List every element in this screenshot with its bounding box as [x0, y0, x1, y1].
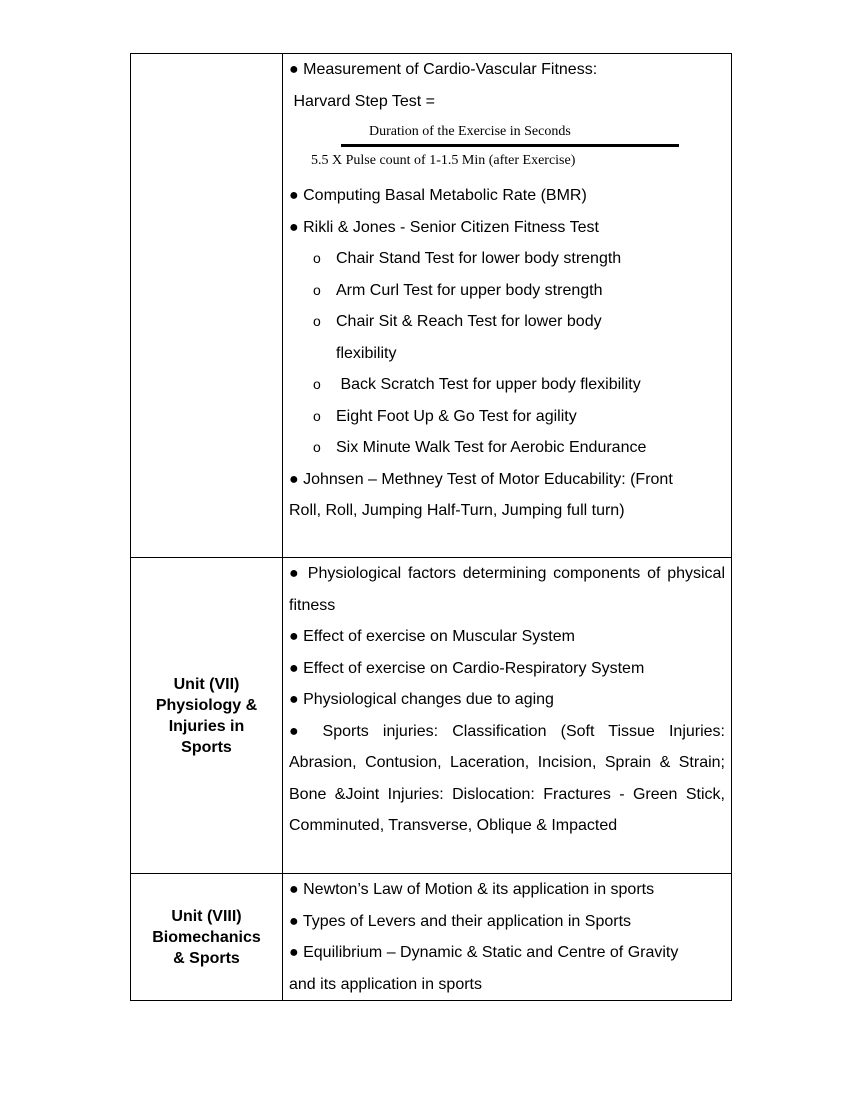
harvard-step-test-line: Harvard Step Test =: [289, 92, 435, 110]
content-cell-fitness-tests: [283, 54, 732, 558]
sub-bullet-icon: o: [313, 439, 321, 455]
unit-cell-empty: [131, 54, 283, 558]
unit-subtitle: Physiology &: [155, 696, 258, 714]
formula-numerator: Duration of the Exercise in Seconds: [369, 124, 571, 139]
sub-item-label: Back Scratch Test for upper body flexibility: [336, 376, 641, 393]
sub-bullet-icon: o: [313, 376, 321, 392]
fraction-bar: [341, 144, 679, 147]
equilibrium-line: ● Equilibrium – Dynamic & Static and Centre of Gravity and its application in sports: [289, 944, 679, 993]
sub-bullet-icon: o: [313, 407, 321, 424]
sub-item-eight-foot: [289, 401, 725, 433]
sub-item-back-scratch: [289, 369, 725, 401]
sub-item-arm-curl: [289, 275, 725, 307]
cardio-respiratory-line: ● Effect of exercise on Cardio-Respiratory System: [289, 659, 645, 677]
muscular-line: ● Effect of exercise on Muscular System: [289, 628, 575, 645]
unit-cell-vii: [131, 558, 283, 874]
sub-item-label: Chair Sit & Reach Test for lower body flexibility: [336, 313, 602, 362]
unit-title: Unit (VII): [173, 675, 240, 693]
sub-bullet-icon: o: [313, 281, 321, 298]
sub-item-label: Chair Stand Test for lower body strength: [336, 250, 622, 267]
unit-cell-viii: [131, 874, 283, 1001]
sub-bullet-icon: o: [313, 250, 321, 266]
aging-line: ● Physiological changes due to aging: [289, 691, 554, 708]
newton-line: ● Newton’s Law of Motion & its application in sports: [289, 881, 655, 898]
sub-item-label: Arm Curl Test for upper body strength: [336, 281, 603, 299]
unit-subtitle: Biomechanics: [152, 928, 261, 946]
table-row: [131, 874, 732, 1001]
physio-factors-line: ● Physiological factors determining components of physical fitness: [289, 565, 725, 614]
table-row: [131, 558, 732, 874]
sub-item-label: Eight Foot Up & Go Test for agility: [336, 407, 577, 425]
harvard-formula: [289, 117, 725, 180]
content-cell-physiology: [283, 558, 732, 874]
sub-item-chair-stand: [289, 243, 725, 275]
unit-subtitle: & Sports: [173, 949, 240, 967]
bmr-line: ● Computing Basal Metabolic Rate (BMR): [289, 187, 587, 204]
levers-line: ● Types of Levers and their application in Sports: [289, 912, 632, 930]
sub-item-chair-sit-reach: [289, 306, 656, 369]
unit-subtitle: Sports: [181, 738, 232, 756]
sub-item-six-minute: [289, 432, 725, 464]
content-cell-biomechanics: [283, 874, 732, 1001]
table-row: [131, 54, 732, 558]
sports-injuries-line: ● Sports injuries: Classification (Soft Tissue Injuries: Abrasion, Contusion, Laceration, Incision, Sprain & Strain; Bone &Joint Injuries: Dislocation: Fractures - Green Stick, Comminuted, Transverse, Oblique & Impacted: [289, 722, 725, 834]
sub-bullet-icon: o: [313, 313, 321, 329]
sub-item-label: Six Minute Walk Test for Aerobic Endurance: [336, 439, 647, 456]
rikli-jones-line: ● Rikli & Jones - Senior Citizen Fitness Test: [289, 218, 599, 236]
formula-denominator: 5.5 X Pulse count of 1-1.5 Min (after Exercise): [311, 153, 576, 168]
syllabus-table: [130, 53, 732, 1001]
johnsen-methney-line: ● Johnsen – Methney Test of Motor Educability: (Front Roll, Roll, Jumping Half-Turn, Jumping full turn): [289, 470, 673, 519]
unit-title: Unit (VIII): [171, 907, 242, 925]
measurement-line: ● Measurement of Cardio-Vascular Fitness:: [289, 61, 598, 78]
unit-subtitle: Injuries in: [168, 717, 245, 735]
